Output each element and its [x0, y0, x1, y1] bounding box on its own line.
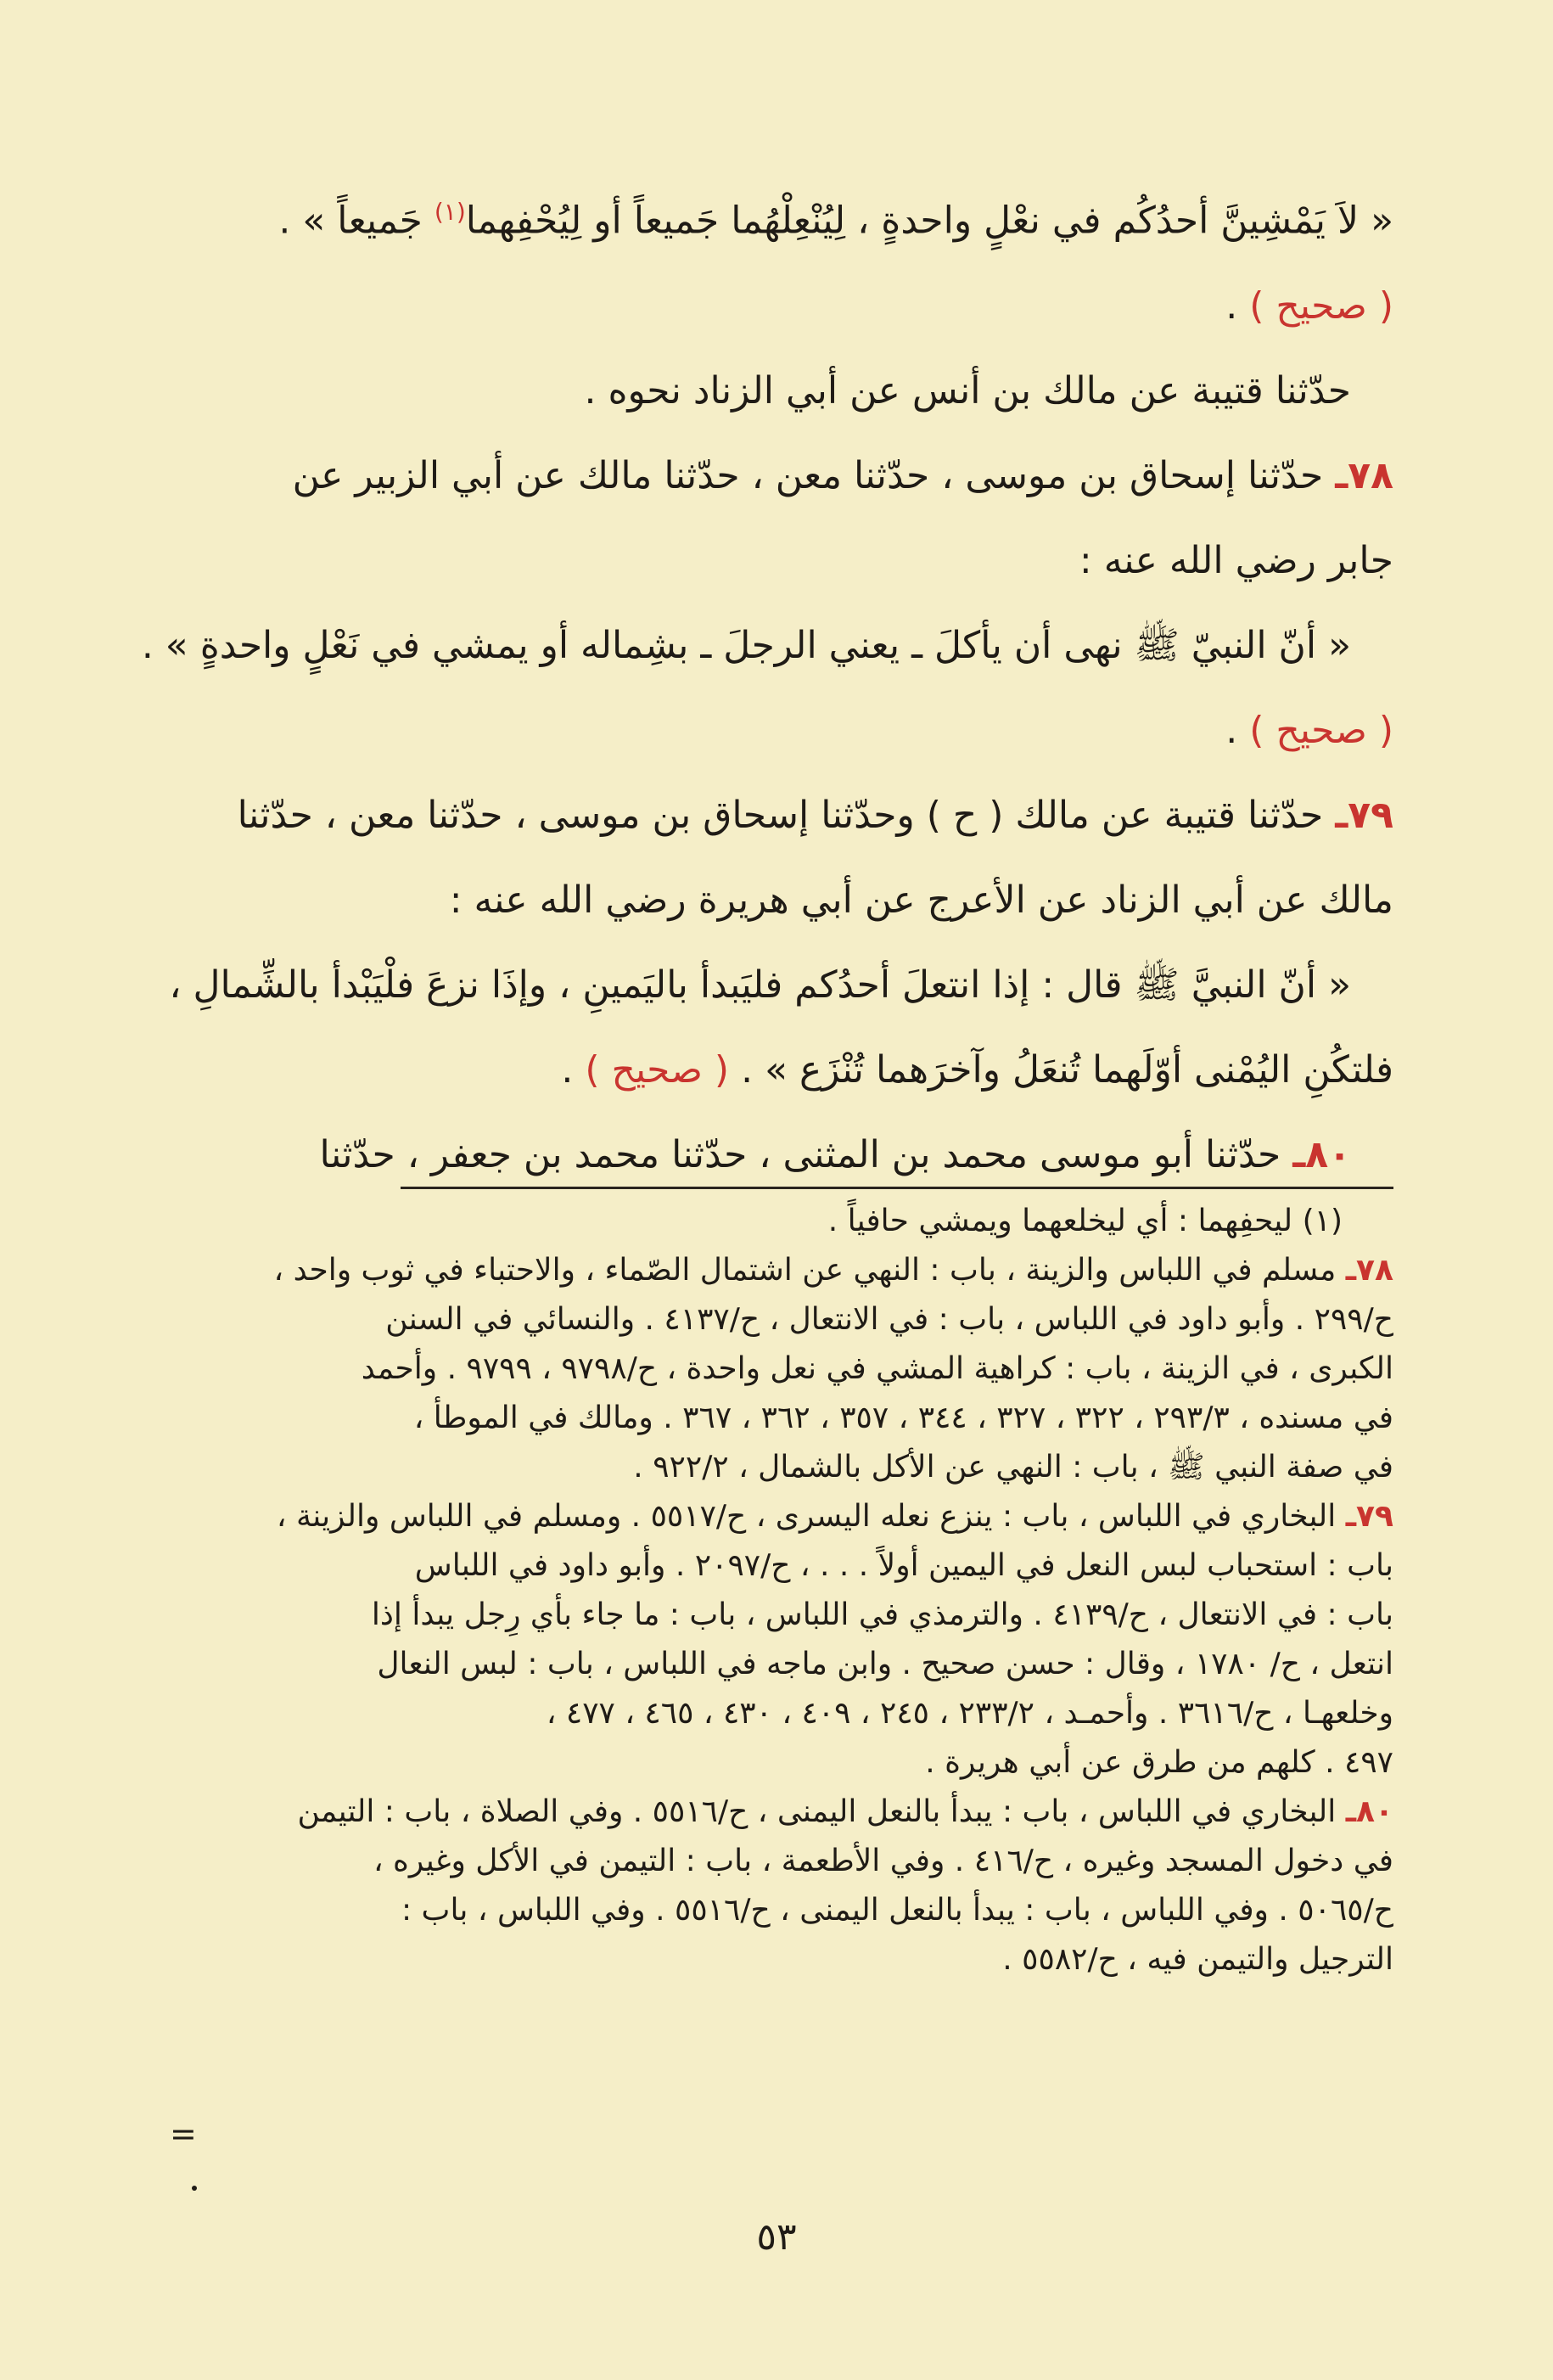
- takhrij-78-line: في صفة النبي ﷺ ، باب : النهي عن الأكل بالشمال ، ٩٢٢/٢ .: [633, 1450, 1393, 1485]
- takhrij-78-line: ح/٢٩٩ . وأبو داود في اللباس ، باب : في الانتعال ، ح/٤١٣٧ . والنسائي في السنن: [385, 1302, 1393, 1337]
- ink-dot: [192, 2186, 197, 2191]
- takhrij-80-line: الترجيل والتيمن فيه ، ح/٥٥٨٢ .: [1002, 1942, 1393, 1977]
- takhrij-78-line: في مسنده ، ٢٩٣/٣ ، ٣٢٢ ، ٣٢٧ ، ٣٤٤ ، ٣٥٧ ، ٣٦٢ ، ٣٦٧ . ومالك في الموطأ ،: [413, 1400, 1393, 1435]
- takhrij-number-80: ٨٠ـ: [1345, 1794, 1393, 1829]
- grade-label: ( صحيح ): [585, 1047, 730, 1092]
- hadith-79-text: « أنّ النبيَّ ﷺ قال : إذا انتعلَ أحدُكم فليَبدأ باليَمينِ ، وإذَا نزعَ فلْيَبْدأ بالشِّمالِ ،: [169, 963, 1351, 1007]
- takhrij-78-line: الكبرى ، في الزينة ، باب : كراهية المشي في نعل واحدة ، ح/٩٧٩٨ ، ٩٧٩٩ . وأحمد: [361, 1351, 1393, 1386]
- takhrij-80: ٨٠ـ البخاري في اللباس ، باب : يبدأ بالنعل اليمنى ، ح/٥٥١٦ . وفي الصلاة ، باب : التيمن: [297, 1794, 1393, 1829]
- footnote-marker[interactable]: (١): [434, 198, 466, 226]
- continuation-mark: =: [170, 2115, 197, 2153]
- grade-label: ( صحيح ): [1249, 708, 1393, 752]
- takhrij-79-line: باب : استحباب لبس النعل في اليمين أولاً . . . ، ح/٢٠٩٧ . وأبو داود في اللباس: [414, 1548, 1393, 1583]
- grade-77: ( صحيح ) .: [1225, 283, 1393, 328]
- hadith-79-chain-end: مالك عن أبي الزناد عن الأعرج عن أبي هريرة رضي الله عنه :: [449, 878, 1393, 922]
- hadith-80-chain: ٨٠ـ حدّثنا أبو موسى محمد بن المثنى ، حدّثنا محمد بن جعفر ، حدّثنا: [319, 1132, 1351, 1176]
- takhrij-79: ٧٩ـ البخاري في اللباس ، باب : ينزع نعله اليسرى ، ح/٥٥١٧ . ومسلم في اللباس والزينة ،: [276, 1499, 1393, 1534]
- takhrij-number-78: ٧٨ـ: [1345, 1253, 1393, 1288]
- takhrij-79-line: انتعل ، ح/ ١٧٨٠ ، وقال : حسن صحيح . وابن ماجه في اللباس ، باب : لبس النعال: [377, 1647, 1393, 1681]
- footnote-1: (١) ليحفِهما : أي ليخلعهما ويمشي حافياً .: [827, 1204, 1343, 1238]
- takhrij-number-79: ٧٩ـ: [1345, 1499, 1393, 1534]
- takhrij-79-line: وخلعهـا ، ح/٣٦١٦ . وأحمـد ، ٢٣٣/٢ ، ٢٤٥ ، ٤٠٩ ، ٤٣٠ ، ٤٦٥ ، ٤٧٧ ،: [546, 1696, 1393, 1731]
- footnotes: [171, 1197, 1393, 1984]
- hadith-number-78: ٧٨ـ: [1335, 453, 1393, 497]
- takhrij-78: ٧٨ـ مسلم في اللباس والزينة ، باب : النهي عن اشتمال الصّماء ، والاحتباء في ثوب واحد ،: [273, 1253, 1393, 1288]
- hadith-number-80: ٨٠ـ: [1292, 1132, 1351, 1176]
- page-number: ٥٣: [756, 2215, 797, 2259]
- hadith-number-79: ٧٩ـ: [1335, 793, 1393, 837]
- grade-label: ( صحيح ): [1249, 283, 1393, 328]
- grade-78: ( صحيح ) .: [1225, 708, 1393, 752]
- chain-note: حدّثنا قتيبة عن مالك بن أنس عن أبي الزناد نحوه .: [584, 368, 1351, 413]
- footnote-divider: [401, 1187, 1393, 1189]
- hadith-79-chain: ٧٩ـ حدّثنا قتيبة عن مالك ( ح ) وحدّثنا إسحاق بن موسى ، حدّثنا معن ، حدّثنا: [237, 793, 1393, 837]
- main-text: [141, 170, 1393, 1198]
- hadith-78-chain: ٧٨ـ حدّثنا إسحاق بن موسى ، حدّثنا معن ، حدّثنا مالك عن أبي الزبير عن: [292, 453, 1393, 497]
- hadith-78-text: « أنّ النبيّ ﷺ نهى أن يأكلَ ـ يعني الرجلَ ـ بشِماله أو يمشي في نَعْلٍ واحدةٍ » .: [141, 623, 1351, 667]
- takhrij-79-line: ٤٩٧ . كلهم من طرق عن أبي هريرة .: [925, 1745, 1393, 1780]
- hadith-77-text: « لاَ يَمْشِينَّ أحدُكُم في نعْلٍ واحدةٍ ، لِيُنْعِلْهُما جَميعاً أو لِيُحْفِهما$^{(١)}$ جَميعاً » .: [278, 198, 1393, 243]
- hadith-78-chain-end: جابر رضي الله عنه :: [1079, 538, 1393, 582]
- hadith-79-text-end: فلتكُنِ اليُمْنى أوّلَهما تُنعَلُ وآخرَهما تُنْزَع » . ( صحيح ) .: [561, 1047, 1393, 1092]
- takhrij-80-line: ح/٥٠٦٥ . وفي اللباس ، باب : يبدأ بالنعل اليمنى ، ح/٥٥١٦ . وفي اللباس ، باب :: [401, 1893, 1393, 1928]
- takhrij-79-line: باب : في الانتعال ، ح/٤١٣٩ . والترمذي في اللباس ، باب : ما جاء بأي رِجل يبدأ إذا: [371, 1597, 1393, 1632]
- takhrij-80-line: في دخول المسجد وغيره ، ح/٤١٦ . وفي الأطعمة ، باب : التيمن في الأكل وغيره ،: [373, 1844, 1393, 1878]
